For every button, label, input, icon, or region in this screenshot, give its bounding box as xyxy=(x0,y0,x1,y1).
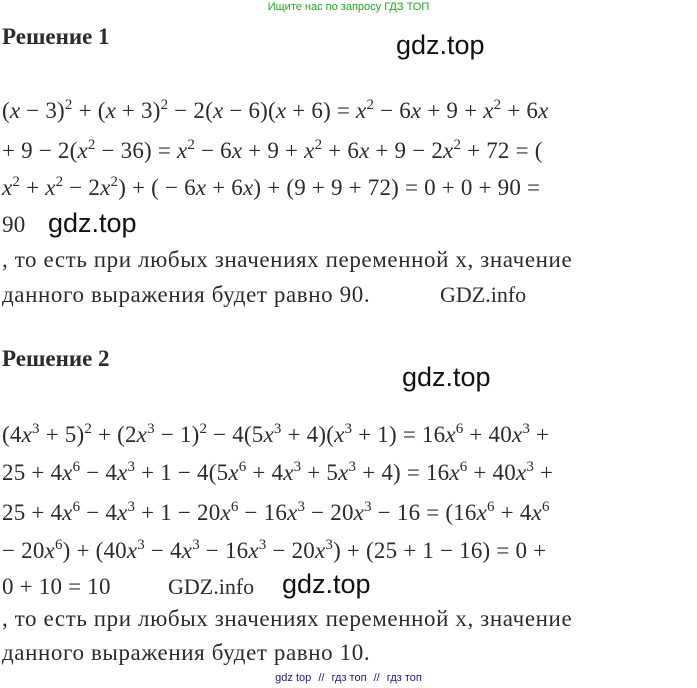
solution-2-heading: Решение 2 xyxy=(2,346,110,371)
watermark-3: gdz.top xyxy=(402,362,491,392)
solution-2-line-4: − $20x^6) + (40x^3 - 4x^3 - 16x^3 - 20x^3) + (25 + 1 - 16) = 0$ + xyxy=(2,537,547,563)
watermark-2: gdz.top xyxy=(48,208,137,238)
solution-2-line-2: $25 + 4x^6 - 4x^3 + 1 - 4(5x^6 + 4x^3 + 5x^3 + 4) = 16x^6 + 40x^3$ + xyxy=(2,459,554,485)
solution-1-line-1: $(x - 3)^2 + (x + 3)^2 - 2(x - 6)(x + 6) = x^2 - 6x + 9 + x^2 + 6x$ xyxy=(2,97,549,123)
footer-separator: // xyxy=(373,672,380,684)
footer-link-1[interactable]: gdz top xyxy=(275,672,312,684)
solution-1-heading: Решение 1 xyxy=(2,24,110,49)
watermark-4: gdz.top xyxy=(282,569,371,599)
footer-link-2[interactable]: гдз топ xyxy=(331,672,367,684)
footer-link-3[interactable]: гдз топ xyxy=(386,672,422,684)
solution-2-line-5: 0 + 10 = 10 xyxy=(2,574,111,599)
solution-1-conclusion-2: данного выражения будет равно 90. xyxy=(2,282,371,307)
search-hint-banner: Ищите нас по запросу ГДЗ ТОП xyxy=(267,1,430,13)
solution-1-conclusion-1: , то есть при любых значениях переменной х, значение xyxy=(2,247,573,272)
solution-1-line-3: $x^2 + x^2 - 2x^2$) + ( − 6x + 6x) + (9 + 9 + 72) = 0 + 0 + 90 = xyxy=(2,174,541,200)
footer-watermark xyxy=(0,672,697,684)
solution-2-line-3: $25 + 4x^6 - 4x^3 + 1 - 20x^6 - 16x^3 - 20x^3 - 16 = (16x^6 + 4x^6$ xyxy=(2,499,550,525)
solution-1-result: 90 xyxy=(2,212,26,237)
solution-2-line-1: $(4x^3 + 5)^2 + (2x^3 - 1)^2 - 4(5x^3 + 4)(x^3 + 1) = 16x^6 + 40x^3$ + xyxy=(2,421,550,447)
solution-2-conclusion-1: , то есть при любых значениях переменной х, значение xyxy=(2,606,573,631)
footer-separator: // xyxy=(318,672,325,684)
inline-watermark-1: GDZ.info xyxy=(440,282,527,307)
solution-1-line-2: + $9 - 2(x^2 - 36) = x^2 - 6x + 9 + x^2 + 6x + 9 - 2x^2 + 72$ = ( xyxy=(2,137,543,163)
solution-2-conclusion-2: данного выражения будет равно 10. xyxy=(2,640,371,665)
watermark-1: gdz.top xyxy=(396,30,485,60)
inline-watermark-2: GDZ.info xyxy=(168,574,255,599)
